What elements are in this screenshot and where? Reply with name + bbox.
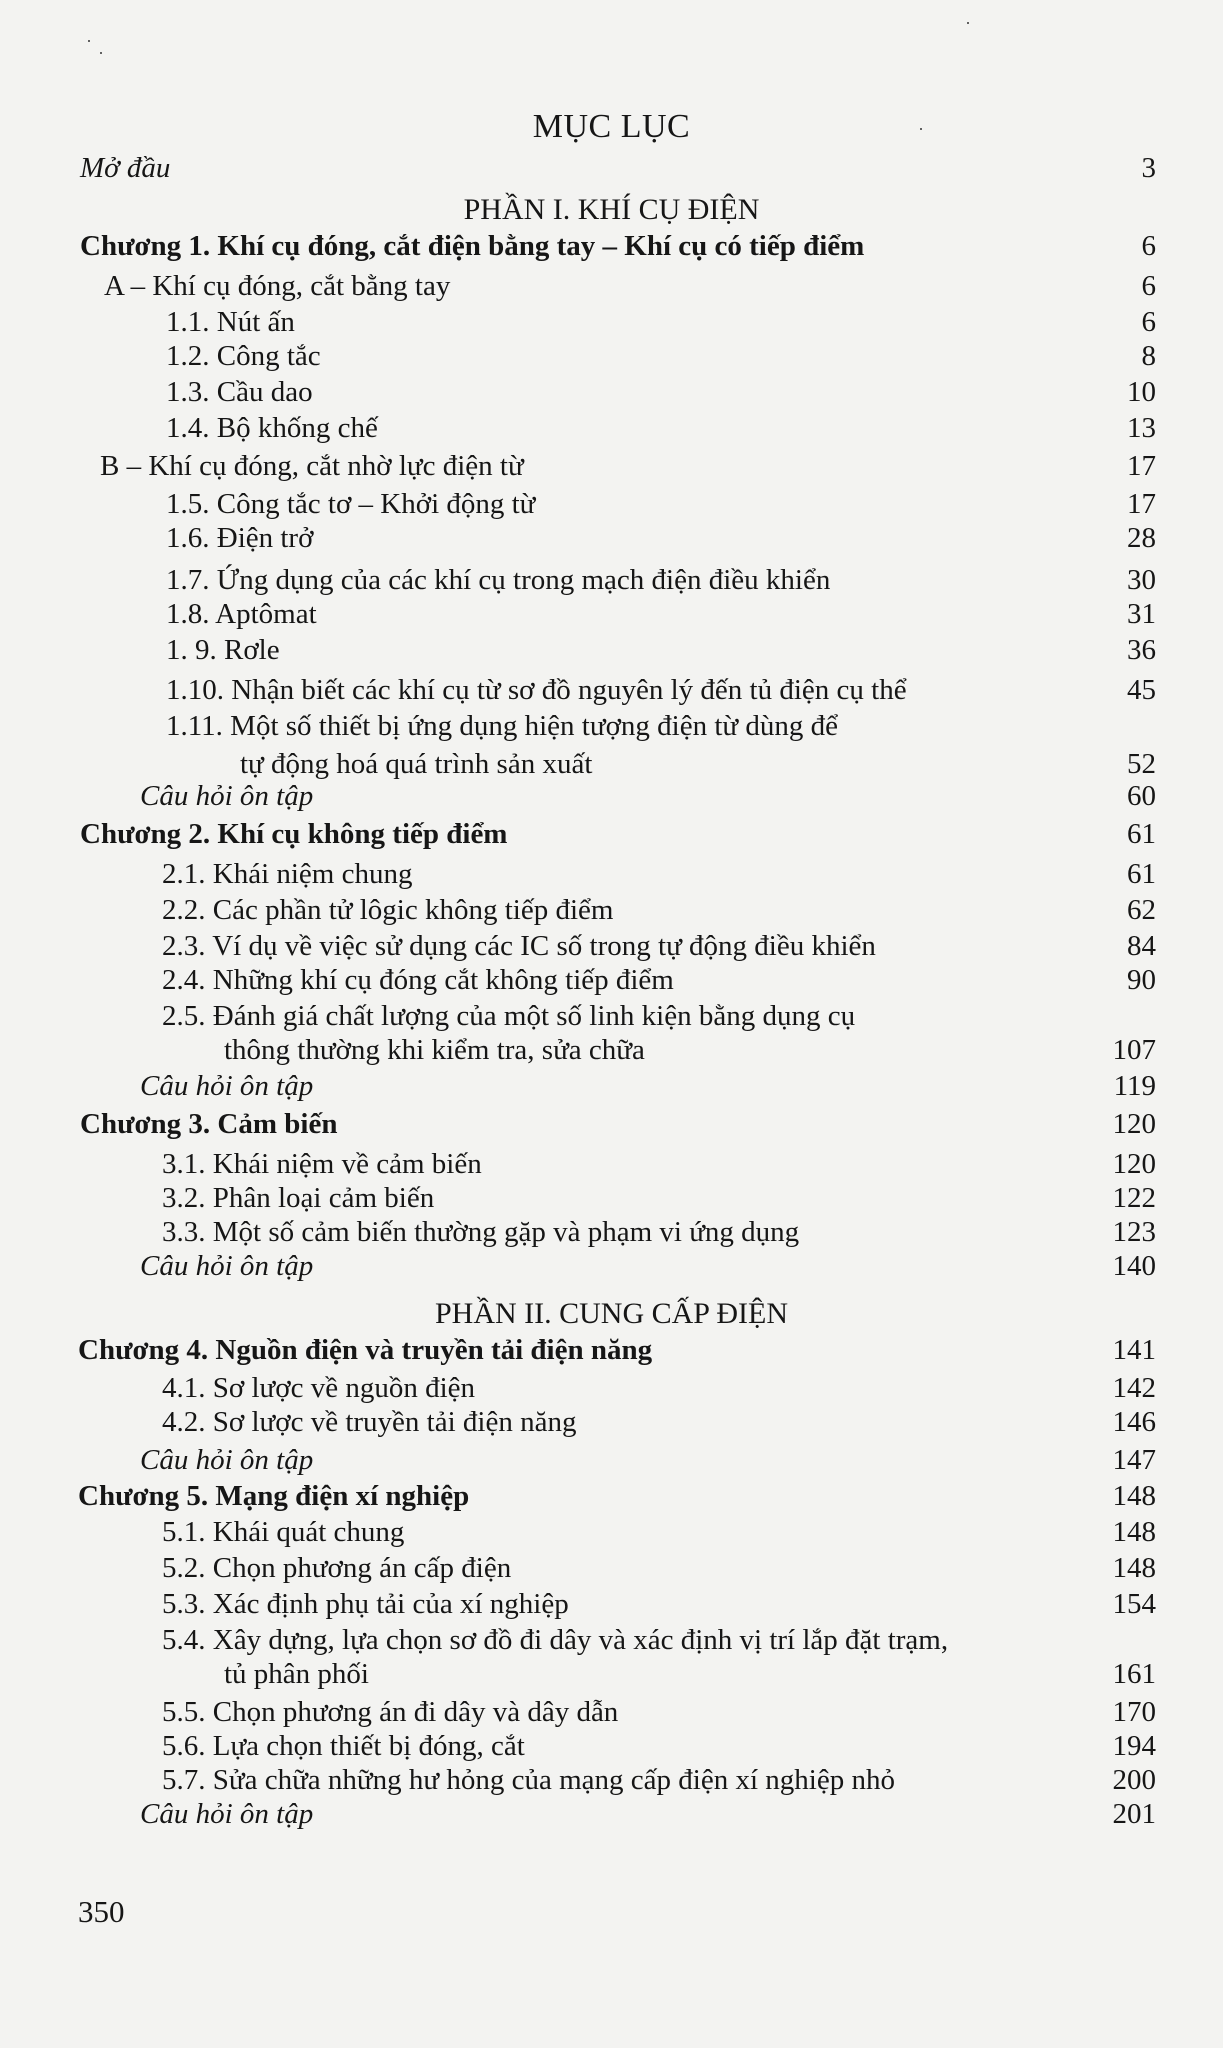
toc-entry-label: 1.10. Nhận biết các khí cụ từ sơ đồ nguyên lý đến tủ điện cụ thể [166,674,907,706]
page-number: 350 [78,1894,125,1929]
toc-entry-page: 120 [1112,1148,1156,1180]
toc-entry-section-continued [0,1032,1223,1068]
toc-entry-chapter [0,816,1223,852]
toc-entry-label: 1.6. Điện trở [166,522,314,554]
toc-entry-section [0,856,1223,892]
toc-entry-page: 84 [1127,930,1156,962]
toc-entry-page: 107 [1112,1034,1156,1066]
toc-entry-label: thông thường khi kiểm tra, sửa chữa [224,1034,645,1066]
toc-entry-chapter [0,1106,1223,1142]
toc-entry-page: 194 [1112,1730,1156,1762]
toc-entry-intro [0,150,1223,186]
toc-entry-label: 3.1. Khái niệm về cảm biến [162,1148,482,1180]
toc-entry-section [0,562,1223,598]
toc-entry-page: 148 [1112,1516,1156,1548]
toc-entry-page: 13 [1127,412,1156,444]
toc-entry-review [0,1248,1223,1284]
toc-entry-section [0,1762,1223,1798]
toc-entry-label: A – Khí cụ đóng, cắt bằng tay [104,270,451,302]
toc-entry-page: 6 [1141,306,1156,338]
toc-entry-section [0,1550,1223,1586]
toc-entry-page: 17 [1127,488,1156,520]
toc-entry-page: 140 [1112,1250,1156,1282]
toc-entry-page: 119 [1113,1070,1156,1102]
toc-entry-page: 36 [1127,634,1156,666]
toc-entry-section [0,520,1223,556]
toc-entry-page: 146 [1112,1406,1156,1438]
toc-entry-chapter [0,1478,1223,1514]
toc-entry-label: 5.6. Lựa chọn thiết bị đóng, cắt [162,1730,525,1762]
toc-entry-chapter [0,228,1223,264]
toc-entry-review [0,1442,1223,1478]
toc-entry-section [0,338,1223,374]
part-heading: PHẦN II. CUNG CẤP ĐIỆN [434,1297,789,1330]
toc-entry-page: 147 [1112,1444,1156,1476]
toc-entry-section [0,304,1223,340]
toc-entry-page: 28 [1127,522,1156,554]
toc-entry-label: 2.4. Những khí cụ đóng cắt không tiếp điểm [162,964,674,996]
toc-entry-label: 2.1. Khái niệm chung [162,858,413,890]
toc-entry-section [0,374,1223,410]
toc-entry-review [0,778,1223,814]
toc-entry-label: 5.3. Xác định phụ tải của xí nghiệp [162,1588,569,1620]
toc-entry-label: 3.2. Phân loại cảm biến [162,1182,435,1214]
toc-entry-page: 141 [1112,1334,1156,1366]
toc-entry-section [0,486,1223,522]
toc-entry-label: 1.8. Aptômat [166,598,317,630]
toc-entry-label: 1.4. Bộ khống chế [166,412,378,444]
toc-entry-label: 1.3. Cầu dao [166,376,313,408]
toc-entry-page: 170 [1112,1696,1156,1728]
toc-entry-section [0,962,1223,998]
toc-entry-group [0,448,1223,484]
toc-entry-label: 2.2. Các phần tử lôgic không tiếp điểm [162,894,614,926]
toc-entry-page: 123 [1112,1216,1156,1248]
toc-entry-page: 17 [1127,450,1156,482]
toc-entry-page: 201 [1112,1798,1156,1830]
toc-entry-label: 3.3. Một số cảm biến thường gặp và phạm vi ứng dụng [162,1216,800,1248]
toc-entry-label: tủ phân phối [224,1658,369,1690]
toc-entry-section-continued [0,1656,1223,1692]
toc-entry-page: 122 [1112,1182,1156,1214]
toc-entry-page: 120 [1112,1108,1156,1140]
toc-entry-page: 161 [1112,1658,1156,1690]
toc-entry-label: 1.1. Nút ấn [166,306,295,338]
toc-entry-page: 90 [1127,964,1156,996]
toc-entry-label: Chương 2. Khí cụ không tiếp điểm [80,818,508,850]
part-heading: PHẦN I. KHÍ CỤ ĐIỆN [463,193,760,226]
toc-entry-page: 45 [1127,674,1156,706]
toc-entry-label: B – Khí cụ đóng, cắt nhờ lực điện từ [100,450,524,482]
toc-entry-label: Chương 1. Khí cụ đóng, cắt điện bằng tay – Khí cụ có tiếp điểm [80,230,865,262]
toc-entry-section [0,1622,1223,1658]
scan-speck [88,40,90,42]
toc-entry-section [0,1404,1223,1440]
toc-entry-label: 2.5. Đánh giá chất lượng của một số linh kiện bằng dụng cụ [162,1000,856,1032]
toc-entry-chapter [0,1332,1223,1368]
toc-entry-page: 31 [1127,598,1156,630]
toc-entry-label: 5.5. Chọn phương án đi dây và dây dẫn [162,1696,619,1728]
toc-entry-page: 61 [1127,818,1156,850]
toc-entry-section [0,1694,1223,1730]
toc-entry-label: Câu hỏi ôn tập [140,1444,314,1476]
toc-entry-page: 148 [1112,1480,1156,1512]
toc-entry-page: 142 [1112,1372,1156,1404]
toc-entry-page: 200 [1112,1764,1156,1796]
toc-entry-page: 52 [1127,748,1156,780]
toc-entry-label: Câu hỏi ôn tập [140,780,314,812]
toc-entry-label: 1. 9. Rơle [166,634,280,666]
toc-entry-label: Chương 3. Cảm biến [80,1108,338,1140]
toc-entry-section [0,1180,1223,1216]
toc-entry-label: 5.1. Khái quát chung [162,1516,405,1548]
toc-entry-label: Chương 5. Mạng điện xí nghiệp [78,1480,470,1512]
toc-entry-section [0,892,1223,928]
toc-entry-section [0,928,1223,964]
toc-entry-section [0,1146,1223,1182]
toc-entry-page: 61 [1127,858,1156,890]
toc-entry-review [0,1068,1223,1104]
page-title: MỤC LỤC [532,108,691,145]
toc-entry-section [0,410,1223,446]
scan-speck [100,52,102,54]
toc-entry-page: 6 [1141,230,1156,262]
toc-entry-page: 30 [1127,564,1156,596]
toc-entry-label: 1.7. Ứng dụng của các khí cụ trong mạch điện điều khiển [166,564,831,596]
toc-entry-label: 1.5. Công tắc tơ – Khởi động từ [166,488,536,520]
scan-speck [920,128,922,130]
toc-entry-section [0,672,1223,708]
toc-entry-label: Mở đầu [80,152,171,184]
toc-entry-section [0,1586,1223,1622]
toc-entry-section [0,632,1223,668]
toc-entry-label: 1.2. Công tắc [166,340,321,372]
toc-entry-label: 5.4. Xây dựng, lựa chọn sơ đồ đi dây và xác định vị trí lắp đặt trạm, [162,1624,949,1656]
toc-entry-label: Chương 4. Nguồn điện và truyền tải điện năng [78,1334,653,1366]
toc-entry-label: Câu hỏi ôn tập [140,1070,314,1102]
toc-entry-page: 8 [1141,340,1156,372]
toc-entry-section [0,1514,1223,1550]
toc-entry-section [0,1370,1223,1406]
toc-entry-review [0,1796,1223,1832]
toc-entry-page: 10 [1127,376,1156,408]
scan-speck [967,22,969,24]
toc-entry-page: 154 [1112,1588,1156,1620]
toc-entry-label: 1.11. Một số thiết bị ứng dụng hiện tượng điện từ dùng để [166,710,838,742]
toc-entry-label: 4.2. Sơ lược về truyền tải điện năng [162,1406,577,1438]
toc-entry-page: 60 [1127,780,1156,812]
toc-entry-group [0,268,1223,304]
toc-entry-label: 5.7. Sửa chữa những hư hỏng của mạng cấp điện xí nghiệp nhỏ [162,1764,895,1796]
toc-entry-section [0,596,1223,632]
toc-entry-page: 148 [1112,1552,1156,1584]
toc-entry-page: 3 [1141,152,1156,184]
toc-entry-section [0,1214,1223,1250]
toc-entry-label: 4.1. Sơ lược về nguồn điện [162,1372,475,1404]
toc-entry-label: Câu hỏi ôn tập [140,1798,314,1830]
toc-entry-label: 2.3. Ví dụ về việc sử dụng các IC số trong tự động điều khiển [162,930,876,962]
toc-entry-section-continued [0,746,1223,782]
toc-entry-page: 6 [1141,270,1156,302]
toc-entry-section [0,1728,1223,1764]
toc-entry-label: 5.2. Chọn phương án cấp điện [162,1552,512,1584]
toc-entry-section [0,708,1223,744]
toc-entry-section [0,998,1223,1034]
toc-entry-label: Câu hỏi ôn tập [140,1250,314,1282]
toc-entry-page: 62 [1127,894,1156,926]
toc-entry-label: tự động hoá quá trình sản xuất [240,748,593,780]
